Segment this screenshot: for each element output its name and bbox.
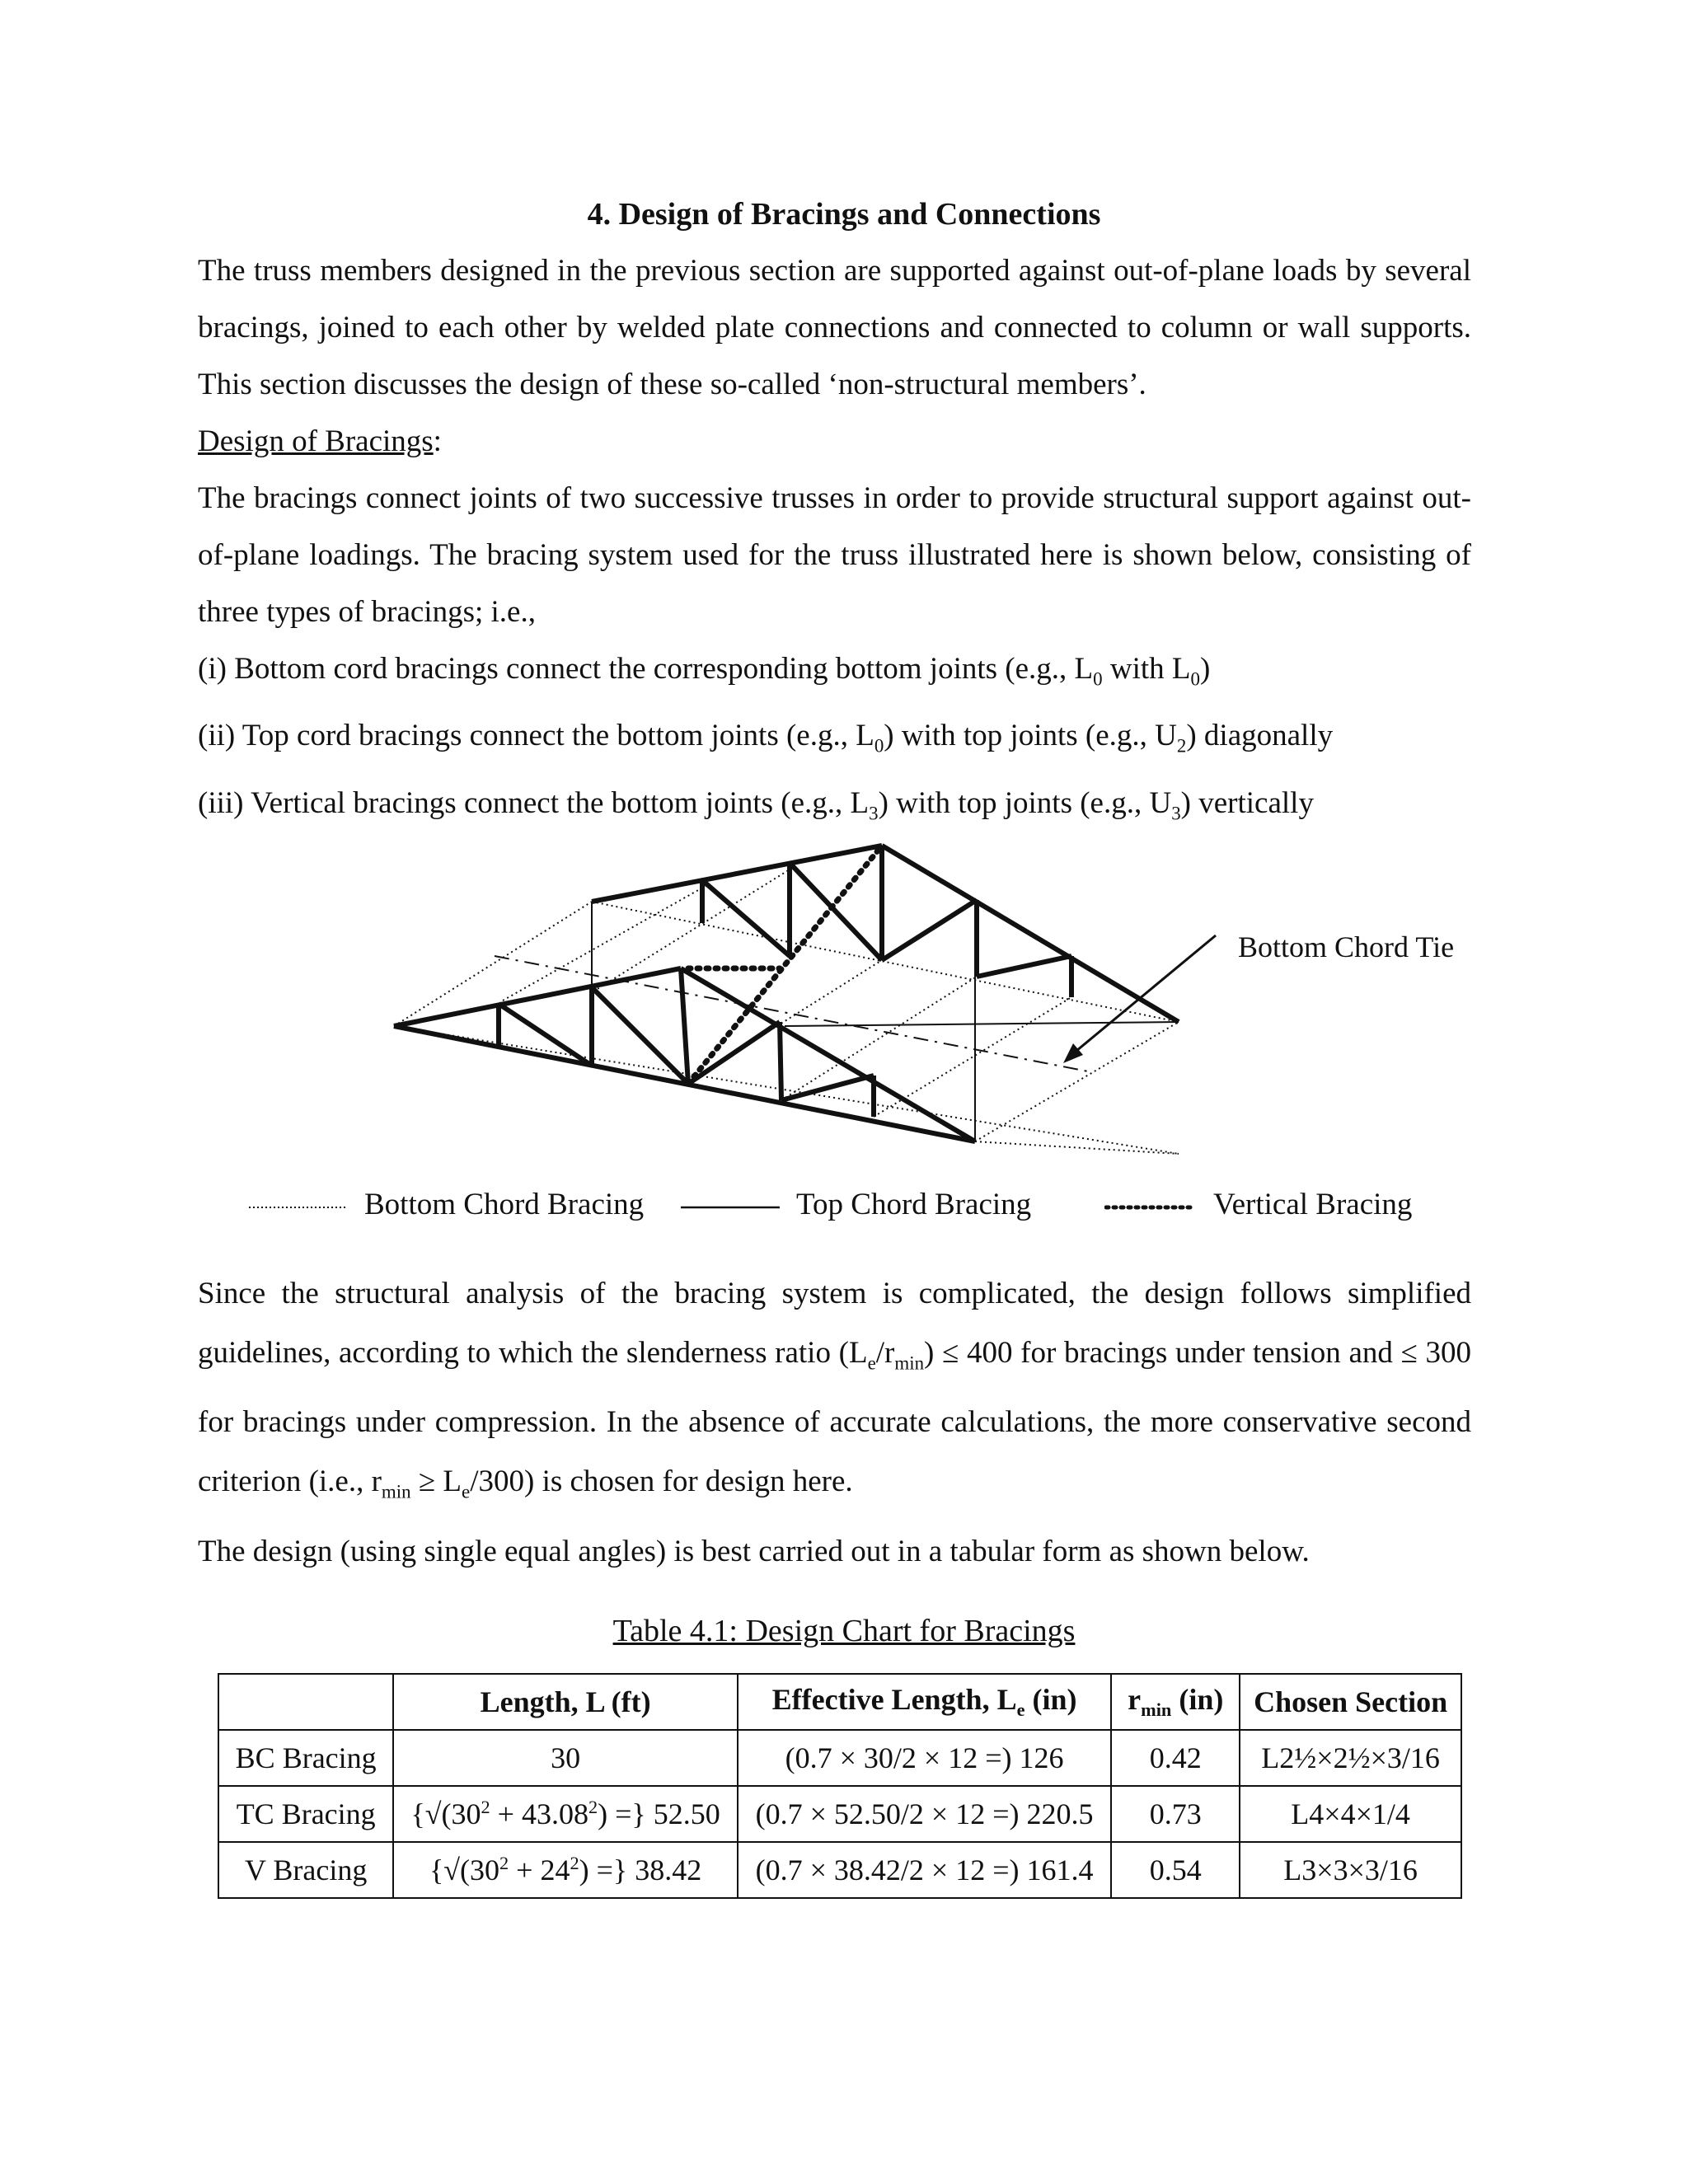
vertical-bracings	[688, 846, 882, 1084]
list-iii-c: ) vertically	[1180, 785, 1314, 820]
design-chart-table	[218, 1673, 1462, 1899]
bracing-paragraph: The bracings connect joints of two successive trusses in order to provide structural support against out-of-plane loadings. The bracing system used for the truss illustrated here is shown below, consisting of three types of bracings; i.e.,	[198, 481, 1471, 629]
row-rmin: 0.73	[1111, 1786, 1240, 1842]
row-length	[393, 1786, 738, 1842]
list-iii-b: ) with top joints (e.g., U	[878, 785, 1172, 820]
len-c: ) =} 52.50	[598, 1797, 720, 1830]
table-row	[218, 1786, 1461, 1842]
list-i-b: with L	[1102, 652, 1191, 686]
heading-colon: :	[433, 424, 442, 458]
len-s2: 2	[588, 1797, 598, 1817]
list-i-s2: 0	[1190, 668, 1200, 690]
len-s2: 2	[570, 1853, 579, 1873]
analysis-sub-e: e	[867, 1352, 876, 1374]
header-length: Length, L (ft)	[393, 1674, 738, 1730]
analysis-sub-e2: e	[462, 1481, 471, 1502]
heading-text: Design of Bracings	[198, 424, 434, 458]
row-effective-length: (0.7 × 52.50/2 × 12 =) 220.5	[738, 1786, 1111, 1842]
front-truss	[394, 968, 975, 1141]
legend-bottom-chord	[249, 1187, 644, 1222]
row-length	[393, 1842, 738, 1898]
list-i-c: )	[1199, 652, 1211, 686]
len-s1: 2	[481, 1797, 490, 1817]
list-ii-s2: 2	[1176, 735, 1187, 757]
header-rmin-sub: min	[1141, 1699, 1172, 1721]
list-item-i	[198, 640, 1471, 707]
analysis-slash: /r	[875, 1336, 895, 1370]
header-eff-sub: e	[1016, 1699, 1025, 1721]
analysis-paragraph	[198, 1264, 1471, 1582]
header-rmin-b: (in)	[1171, 1683, 1224, 1717]
legend-top-chord	[681, 1187, 1031, 1222]
list-i-a: (i) Bottom cord bracings connect the corresponding bottom joints (e.g., L	[198, 652, 1094, 686]
header-chosen-section: Chosen Section	[1240, 1674, 1461, 1730]
header-eff-b: (in)	[1025, 1683, 1077, 1717]
analysis-p1d: /300) is chosen for design here.	[470, 1465, 853, 1499]
row-section: L4×4×1/4	[1240, 1786, 1461, 1842]
analysis-sub-min: min	[894, 1352, 925, 1374]
list-iii-s2: 3	[1171, 803, 1181, 824]
table-row	[218, 1730, 1461, 1786]
len-a: {√(30	[429, 1854, 500, 1886]
legend-heavy-dotted-swatch	[1104, 1203, 1197, 1212]
list-ii-c: ) diagonally	[1186, 719, 1334, 753]
bottom-chord-tie-label: Bottom Chord Tie	[1238, 930, 1455, 963]
diagram-legend	[0, 1187, 1688, 1236]
row-name: V Bracing	[218, 1842, 393, 1898]
len-a: 30	[551, 1741, 581, 1774]
row-effective-length: (0.7 × 30/2 × 12 =) 126	[738, 1730, 1111, 1786]
legend-solid-swatch	[681, 1203, 780, 1212]
list-ii-b: ) with top joints (e.g., U	[884, 719, 1177, 753]
row-rmin: 0.54	[1111, 1842, 1240, 1898]
back-truss	[592, 846, 1179, 1022]
len-c: ) =} 38.42	[579, 1854, 702, 1886]
legend-vertical	[1104, 1187, 1412, 1222]
legend-vertical-label: Vertical Bracing	[1213, 1188, 1413, 1221]
table-caption: Table 4.1: Design Chart for Bracings	[612, 1614, 1076, 1648]
intro-text: The truss members designed in the previous section are supported against out-of-plane loads by several bracings, joined to each other by welded plate connections and connected to column or wall supports. This section discusses the design of these so-called ‘non-structural members’.	[198, 254, 1471, 401]
analysis-p1b: ) ≤ 400 for bracings under tension and ≤ 300 for bracings under compression. In the absence of accurate calculations, the more conservative second criterion (i.e., r	[198, 1336, 1472, 1499]
header-rmin	[1111, 1674, 1240, 1730]
len-a: {√(30	[410, 1797, 481, 1830]
analysis-text	[198, 1264, 1471, 1522]
len-b: + 43.08	[490, 1797, 588, 1830]
row-section: L3×3×3/16	[1240, 1842, 1461, 1898]
row-rmin: 0.42	[1111, 1730, 1240, 1786]
top-chord-bracings	[592, 898, 1179, 1141]
table-header-row	[218, 1674, 1461, 1730]
analysis-p1: Since the structural analysis of the bracing system is complicated, the design follows simplified guidelines, according to which the slenderness ratio (L	[198, 1277, 1471, 1370]
analysis-sub-min2: min	[381, 1481, 411, 1502]
list-i-s1: 0	[1093, 668, 1103, 690]
header-rmin-a: r	[1128, 1683, 1142, 1717]
bottom-chord-tie-arrow	[1063, 935, 1216, 1063]
list-iii-s1: 3	[869, 803, 879, 824]
row-section: L2½×2½×3/16	[1240, 1730, 1461, 1786]
len-b: + 24	[509, 1854, 570, 1886]
legend-top-chord-label: Top Chord Bracing	[796, 1188, 1032, 1221]
design-of-bracings-heading	[198, 413, 1471, 470]
table-row	[218, 1842, 1461, 1898]
row-name: BC Bracing	[218, 1730, 393, 1786]
header-eff-a: Effective Length, L	[771, 1683, 1017, 1717]
header-blank	[218, 1674, 393, 1730]
list-item-iii	[198, 775, 1471, 841]
list-iii-a: (iii) Vertical bracings connect the bottom joints (e.g., L	[198, 785, 870, 820]
legend-bottom-chord-label: Bottom Chord Bracing	[364, 1188, 645, 1221]
len-s1: 2	[499, 1853, 509, 1873]
list-item-ii	[198, 707, 1471, 774]
row-length	[393, 1730, 738, 1786]
section-title: 4. Design of Bracings and Connections	[587, 197, 1101, 232]
list-ii-a: (ii) Top cord bracings connect the bottom joints (e.g., L	[198, 719, 874, 753]
row-name: TC Bracing	[218, 1786, 393, 1842]
analysis-p1c: ≥ L	[410, 1465, 462, 1499]
legend-dotted-swatch	[249, 1203, 348, 1212]
list-ii-s1: 0	[874, 735, 884, 757]
row-effective-length: (0.7 × 38.42/2 × 12 =) 161.4	[738, 1842, 1111, 1898]
analysis-text-2: The design (using single equal angles) is best carried out in a tabular form as shown below.	[198, 1534, 1310, 1568]
header-effective-length	[738, 1674, 1111, 1730]
intro-paragraph	[198, 242, 1471, 841]
